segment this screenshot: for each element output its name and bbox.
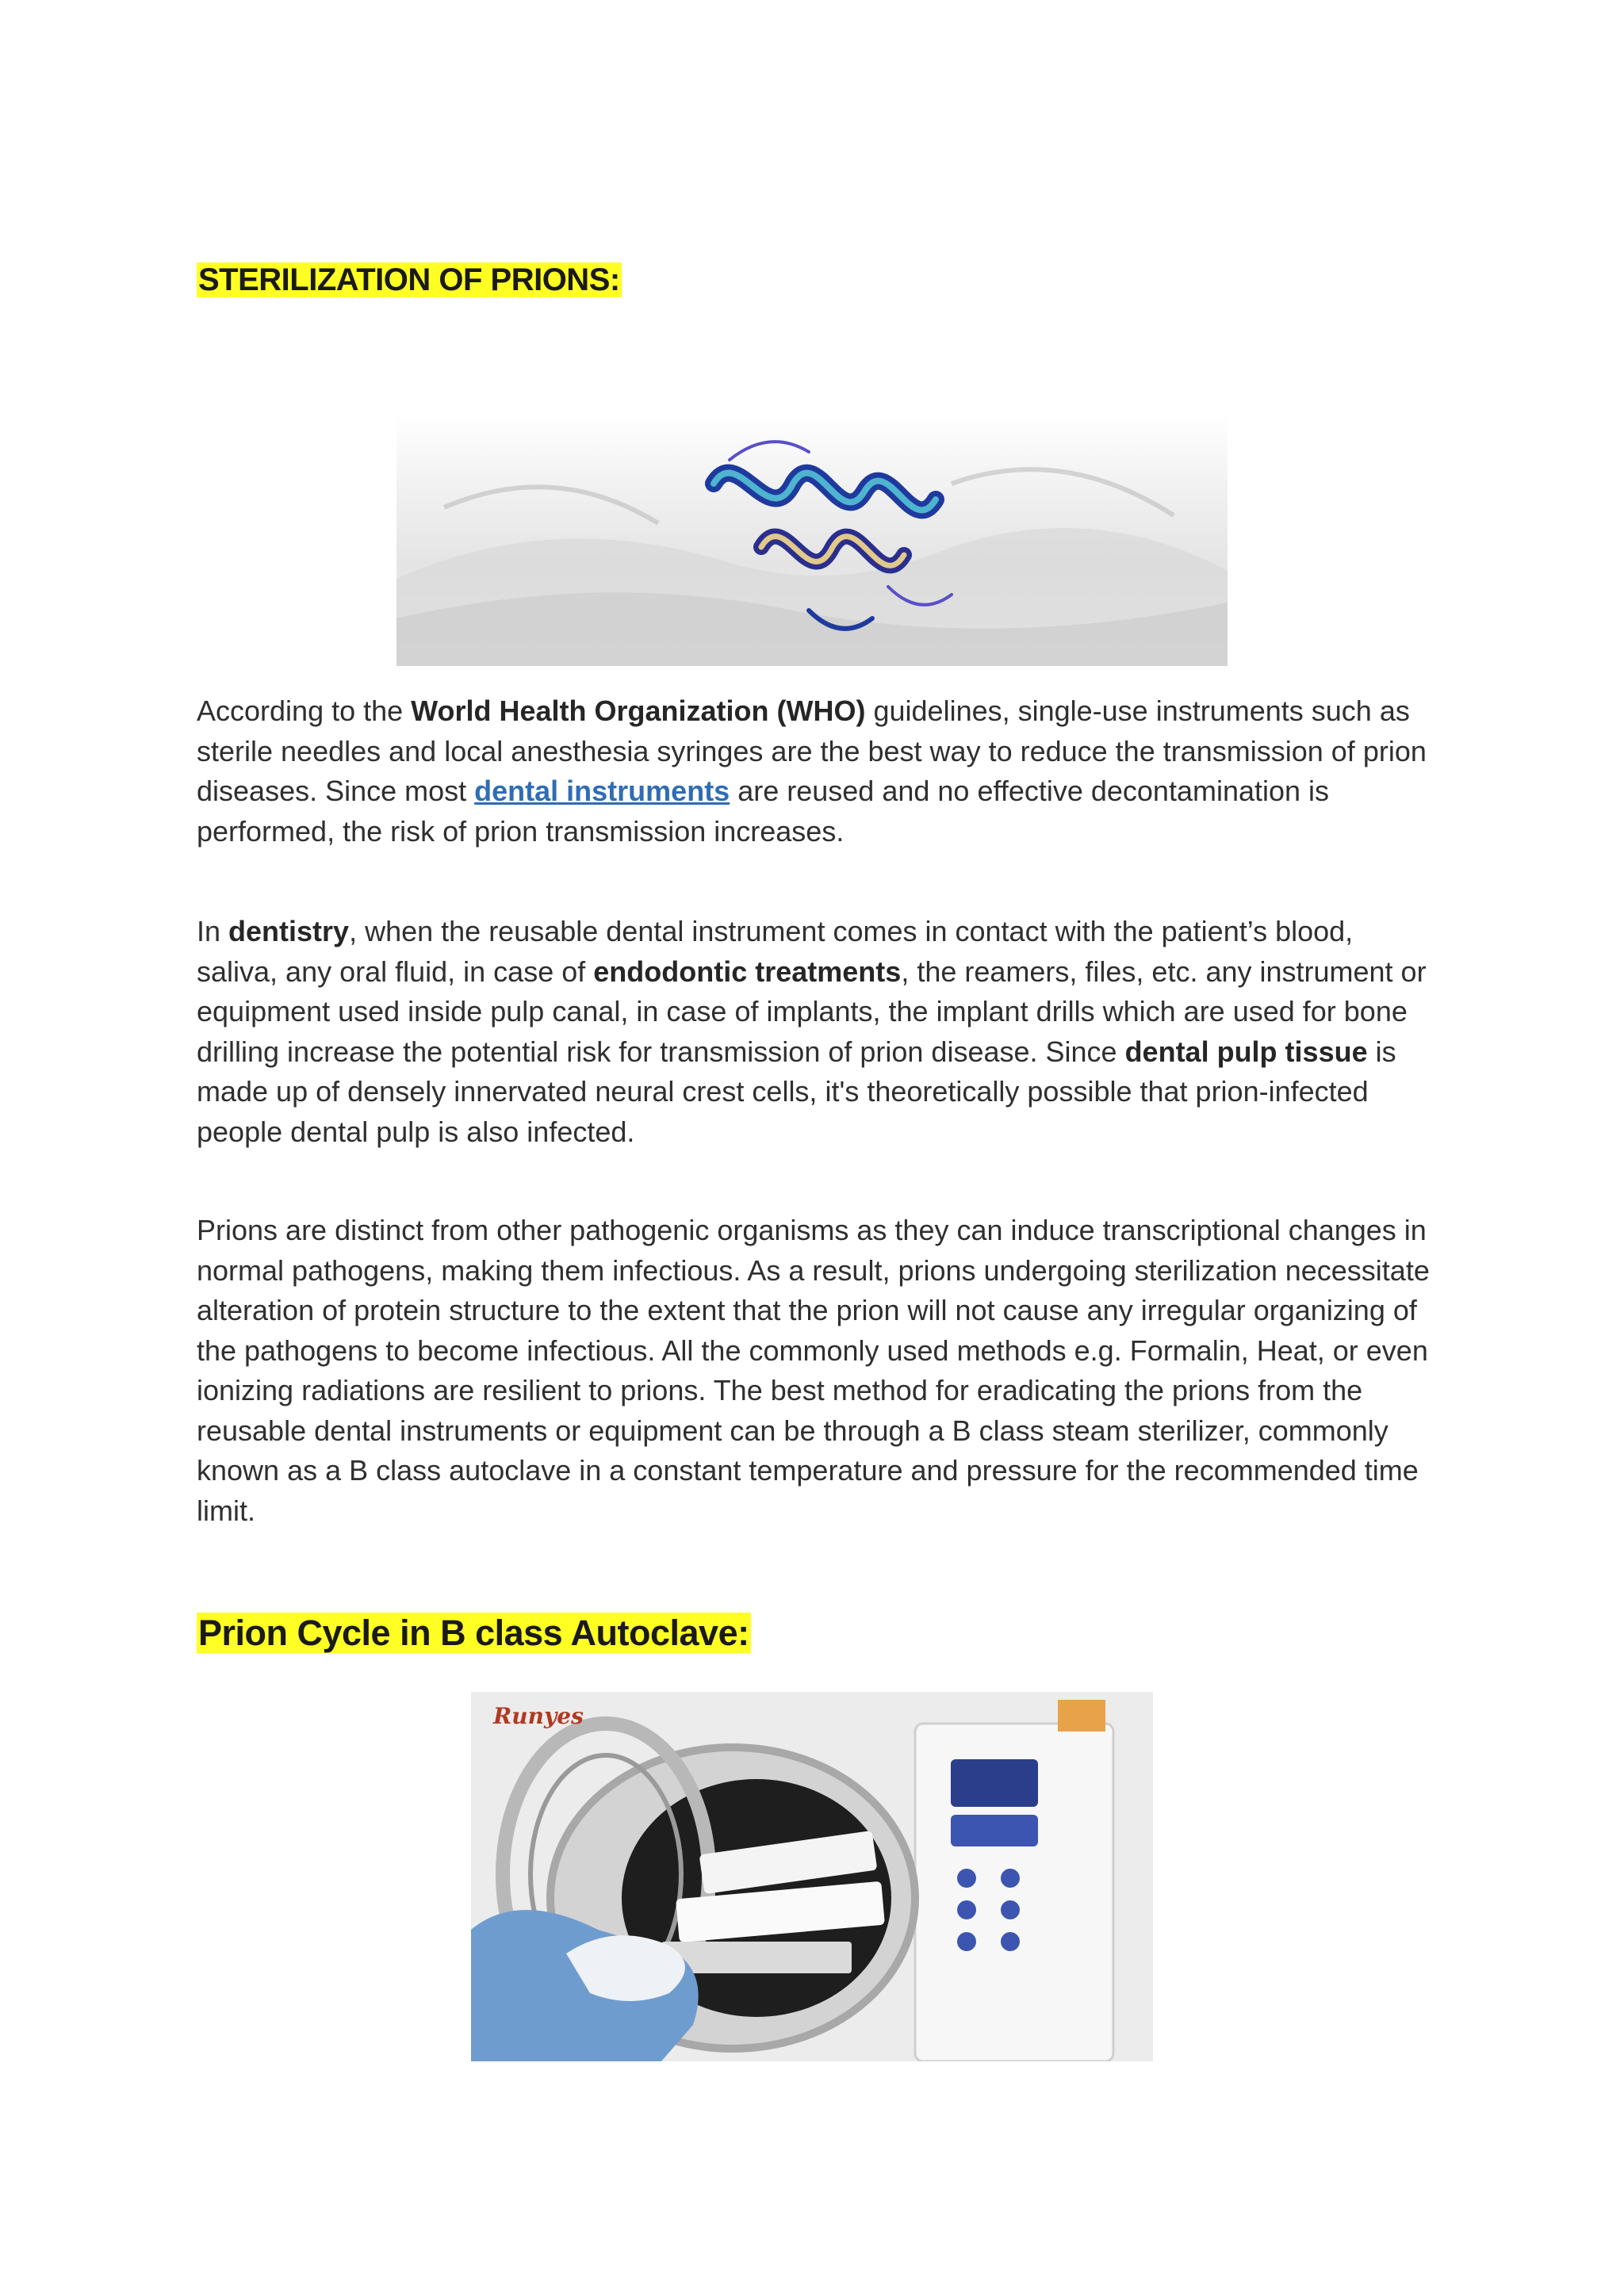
bold-dental-pulp-tissue: dental pulp tissue <box>1124 1035 1368 1068</box>
bold-endodontic-treatments: endodontic treatments <box>593 955 902 988</box>
paragraph-who-guidelines: According to the World Health Organization (WHO) guidelines, single-use instruments such as sterile needles and local anesthesia syringes are the best way to reduce the transmission of prion diseases. Since most dental instruments are reused and no effective decontamination is performed, the risk of prion transmission increases. <box>197 695 1427 848</box>
autoclave-photo <box>471 1692 1153 2061</box>
autoclave-brand-logo: Runyes <box>493 1703 584 1729</box>
paragraph-dentistry: In dentistry, when the reusable dental instrument comes in contact with the patient’s blood, saliva, any oral fluid, in case of endodontic treatments, the reamers, files, etc. any instrument or equipment used inside pulp canal, in case of implants, the implant drills which are used for bone drilling increase the potential risk for transmission of prion disease. Since dental pulp tissue is made up of densely innervated neural crest cells, it's theoretically possible that prion-infected people dental pulp is also infected. <box>197 915 1427 1148</box>
section-heading-prion-cycle: Prion Cycle in B class Autoclave: <box>198 1613 749 1653</box>
prion-protein-image <box>396 412 1228 666</box>
section-heading-sterilization: STERILIZATION OF PRIONS: <box>198 262 620 297</box>
dental-instruments-link[interactable]: dental instruments <box>474 775 730 807</box>
bold-who: World Health Organization (WHO) <box>411 695 866 727</box>
bold-dentistry: dentistry <box>228 915 350 947</box>
paragraph-prion-sterilization: Prions are distinct from other pathogenic organisms as they can induce transcriptional changes in normal pathogens, making them infectious. As a result, prions undergoing sterilization necessitate alteration of protein structure to the extent that the prion will not cause any irregular organizing of the pathogens to become infectious. All the commonly used methods e.g. Formalin, Heat, or even ionizing radiations are resilient to prions. The best method for eradicating the prions from the reusable dental instruments or equipment can be through a B class steam sterilizer, commonly known as a B class autoclave in a constant temperature and pressure for the recommended time limit. <box>197 1214 1430 1527</box>
